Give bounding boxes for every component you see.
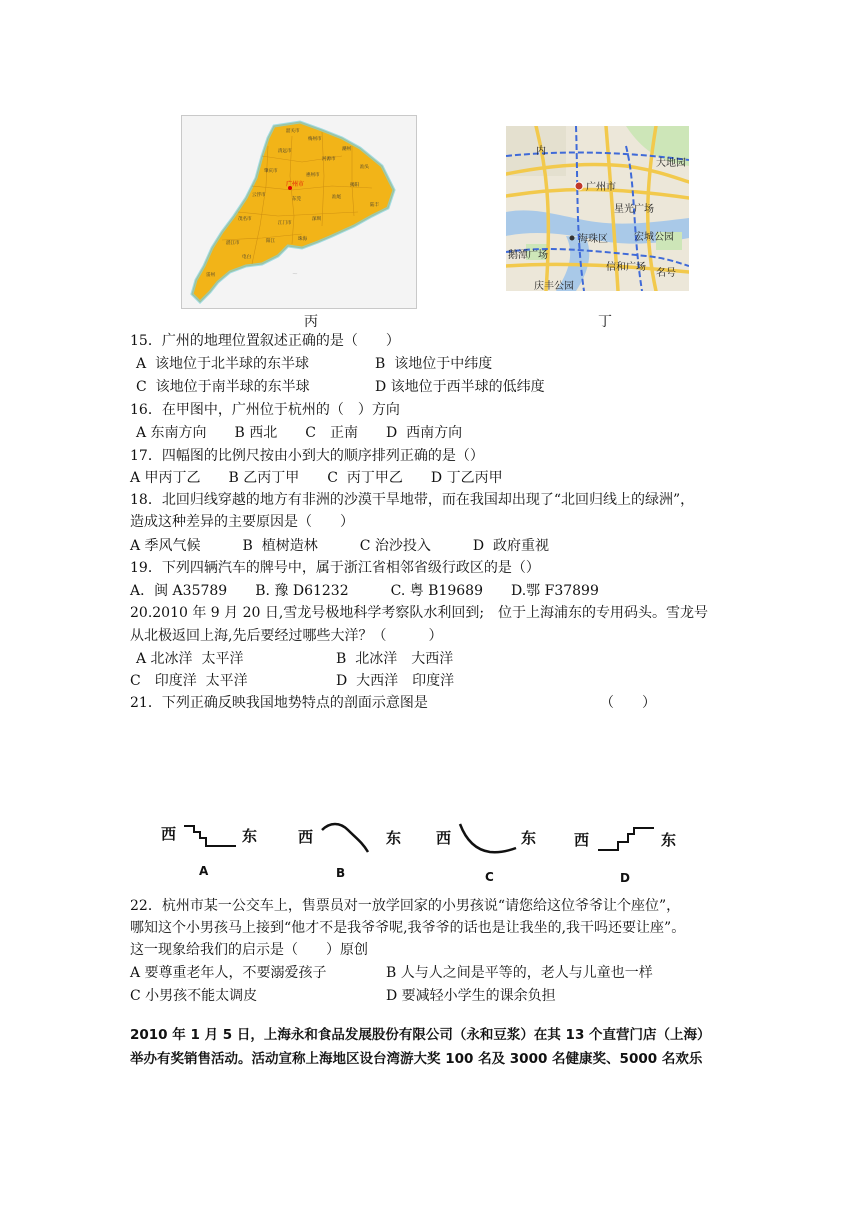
svg-text:电白: 电白 bbox=[242, 255, 251, 260]
ding-label-4: 宏城公园 bbox=[634, 232, 674, 243]
ding-label-2: 星光广场 bbox=[614, 204, 654, 215]
q20-stem-2: 从北极返回上海,先后要经过哪些大洋？（ ） bbox=[130, 628, 443, 644]
svg-text:深圳: 深圳 bbox=[312, 217, 321, 222]
profile-a-line bbox=[180, 820, 240, 852]
q15-stem: 15．广州的地理位置叙述正确的是（ ） bbox=[130, 333, 400, 349]
q19-options: A．闽 A35789 B. 豫 D61232 C. 粤 B19689 D.鄂 F37899 bbox=[130, 583, 599, 599]
guangzhou-street-map-graphic bbox=[506, 126, 689, 291]
svg-text:陆丰: 陆丰 bbox=[370, 203, 379, 208]
ding-label-6: 鹅潭广场 bbox=[508, 250, 548, 261]
svg-text:清远市: 清远市 bbox=[278, 149, 292, 154]
svg-text:肇庆市: 肇庆市 bbox=[264, 169, 278, 174]
profile-a-east: 东 bbox=[242, 827, 258, 845]
q16-stem: 16．在甲图中，广州位于杭州的（ ）方向 bbox=[130, 402, 400, 418]
q20-stem: 20.2010 年 9 月 20 日,雪龙号极地科学考察队水利回到; 位于上海浦东的专用码头。雪龙号 bbox=[130, 605, 709, 621]
q16-options: A 东南方向 B 西北 C 正南 D 西南方向 bbox=[136, 425, 463, 441]
q21-stem: 21．下列正确反映我国地势特点的剖面示意图是 bbox=[130, 695, 428, 711]
guangzhou-city-map bbox=[506, 126, 689, 291]
q19-stem: 19．下列四辆汽车的牌号中，属于浙江省相邻省级行政区的是（） bbox=[130, 560, 540, 576]
guangzhou-label: 广州市 bbox=[286, 181, 305, 188]
svg-text:河源市: 河源市 bbox=[322, 157, 336, 162]
q18-stem: 18．北回归线穿越的地方有非洲的沙漠干旱地带，而在我国却出现了“北回归线上的绿洲”， bbox=[130, 492, 695, 508]
q22-stem-2: 哪知这个小男孩马上接到“他才不是我爷爷呢,我爷爷的话也是让我坐的,我干吗还要让座”。 bbox=[130, 920, 686, 936]
q22-option-d: D 要减轻小学生的课余负担 bbox=[386, 988, 556, 1004]
profile-b-letter: B bbox=[336, 866, 346, 880]
q15-option-d: D 该地位于西半球的低纬度 bbox=[375, 379, 545, 395]
svg-text:潮州: 潮州 bbox=[342, 147, 351, 152]
ding-label-9: 名号 bbox=[656, 268, 676, 279]
svg-text:汕尾: 汕尾 bbox=[332, 195, 341, 200]
svg-text:揭阳: 揭阳 bbox=[350, 183, 359, 188]
q20-option-a: A 北冰洋 太平洋 bbox=[136, 651, 244, 667]
q17-stem: 17．四幅图的比例尺按由小到大的顺序排列正确的是（） bbox=[130, 448, 484, 464]
q22-option-b: B 人与人之间是平等的，老人与儿童也一样 bbox=[386, 965, 653, 981]
svg-text:茂名市: 茂名市 bbox=[238, 217, 252, 222]
ding-label-3: 海珠区 bbox=[578, 234, 608, 245]
profile-c-east: 东 bbox=[521, 829, 537, 847]
profile-c-line bbox=[456, 818, 520, 858]
guangdong-map-graphic bbox=[182, 116, 416, 308]
q20-option-b: B 北冰洋 大西洋 bbox=[336, 651, 454, 667]
svg-text:惠州市: 惠州市 bbox=[306, 173, 320, 178]
q22-option-c: C 小男孩不能太调皮 bbox=[130, 988, 258, 1004]
profile-a-west: 西 bbox=[161, 825, 177, 843]
profile-d-line bbox=[594, 822, 658, 856]
profile-d-letter: D bbox=[620, 871, 630, 885]
svg-text:云浮市: 云浮市 bbox=[252, 193, 266, 198]
map-bing-caption: 丙 bbox=[304, 314, 318, 330]
svg-text:梅州市: 梅州市 bbox=[308, 137, 322, 142]
svg-text:韶关市: 韶关市 bbox=[286, 129, 300, 134]
q15-option-b: B 该地位于中纬度 bbox=[375, 356, 493, 372]
ding-label-8: 大地园 bbox=[656, 158, 686, 169]
q15-option-a: A 该地位于北半球的东半球 bbox=[136, 356, 310, 372]
q22-stem-3: 这一现象给我们的启示是（ ）原创 bbox=[130, 942, 368, 958]
ding-label-0: 内 bbox=[536, 146, 546, 157]
profile-b-line bbox=[318, 818, 388, 858]
q21-bracket: （ ） bbox=[600, 695, 656, 711]
ding-label-1: 广州市 bbox=[586, 182, 616, 193]
q20-option-d: D 大西洋 印度洋 bbox=[336, 673, 455, 689]
q22-stem: 22．杭州市某一公交车上，售票员对一放学回家的小男孩说“请您给这位爷爷让个座位”， bbox=[130, 898, 681, 914]
profile-d-west: 西 bbox=[574, 831, 590, 849]
map-ding-caption: 丁 bbox=[598, 314, 612, 330]
q15-option-c: C 该地位于南半球的东半球 bbox=[136, 379, 310, 395]
q18-options: A 季风气候 B 植树造林 C 治沙投入 D 政府重视 bbox=[130, 538, 550, 554]
profile-c-letter: C bbox=[485, 870, 494, 884]
ding-label-7: 庆丰公园 bbox=[534, 281, 574, 291]
profile-d-east: 东 bbox=[661, 831, 677, 849]
svg-text:~: ~ bbox=[292, 270, 298, 278]
svg-text:雷州: 雷州 bbox=[206, 273, 215, 278]
svg-text:东莞: 东莞 bbox=[292, 197, 301, 202]
q22-option-a: A 要尊重老年人，不要溺爱孩子 bbox=[130, 965, 327, 981]
svg-text:汕头: 汕头 bbox=[360, 165, 369, 170]
svg-text:江门市: 江门市 bbox=[278, 221, 292, 226]
q18-stem-2: 造成这种差异的主要原因是（ ） bbox=[130, 514, 354, 530]
svg-text:珠海: 珠海 bbox=[298, 237, 307, 242]
passage-line-1: 2010 年 1 月 5 日，上海永和食品发展股份有限公司（永和豆浆）在其 13 个直营门店（上海） bbox=[130, 1027, 711, 1043]
q17-options: A 甲丙丁乙 B 乙丙丁甲 C 丙丁甲乙 D 丁乙丙甲 bbox=[130, 470, 503, 486]
ding-label-5: 信和广场 bbox=[606, 262, 646, 273]
passage-line-2: 举办有奖销售活动。活动宣称上海地区设台湾游大奖 100 名及 3000 名健康奖、5000 名欢乐 bbox=[130, 1051, 703, 1067]
profile-a-letter: A bbox=[199, 864, 209, 878]
q20-option-c: C 印度洋 太平洋 bbox=[130, 673, 248, 689]
profile-b-west: 西 bbox=[298, 828, 314, 846]
svg-text:阳江: 阳江 bbox=[266, 239, 275, 244]
guangdong-province-map bbox=[181, 115, 417, 309]
svg-text:湛江市: 湛江市 bbox=[226, 241, 240, 246]
profile-c-west: 西 bbox=[436, 829, 452, 847]
profile-b-east: 东 bbox=[386, 829, 402, 847]
